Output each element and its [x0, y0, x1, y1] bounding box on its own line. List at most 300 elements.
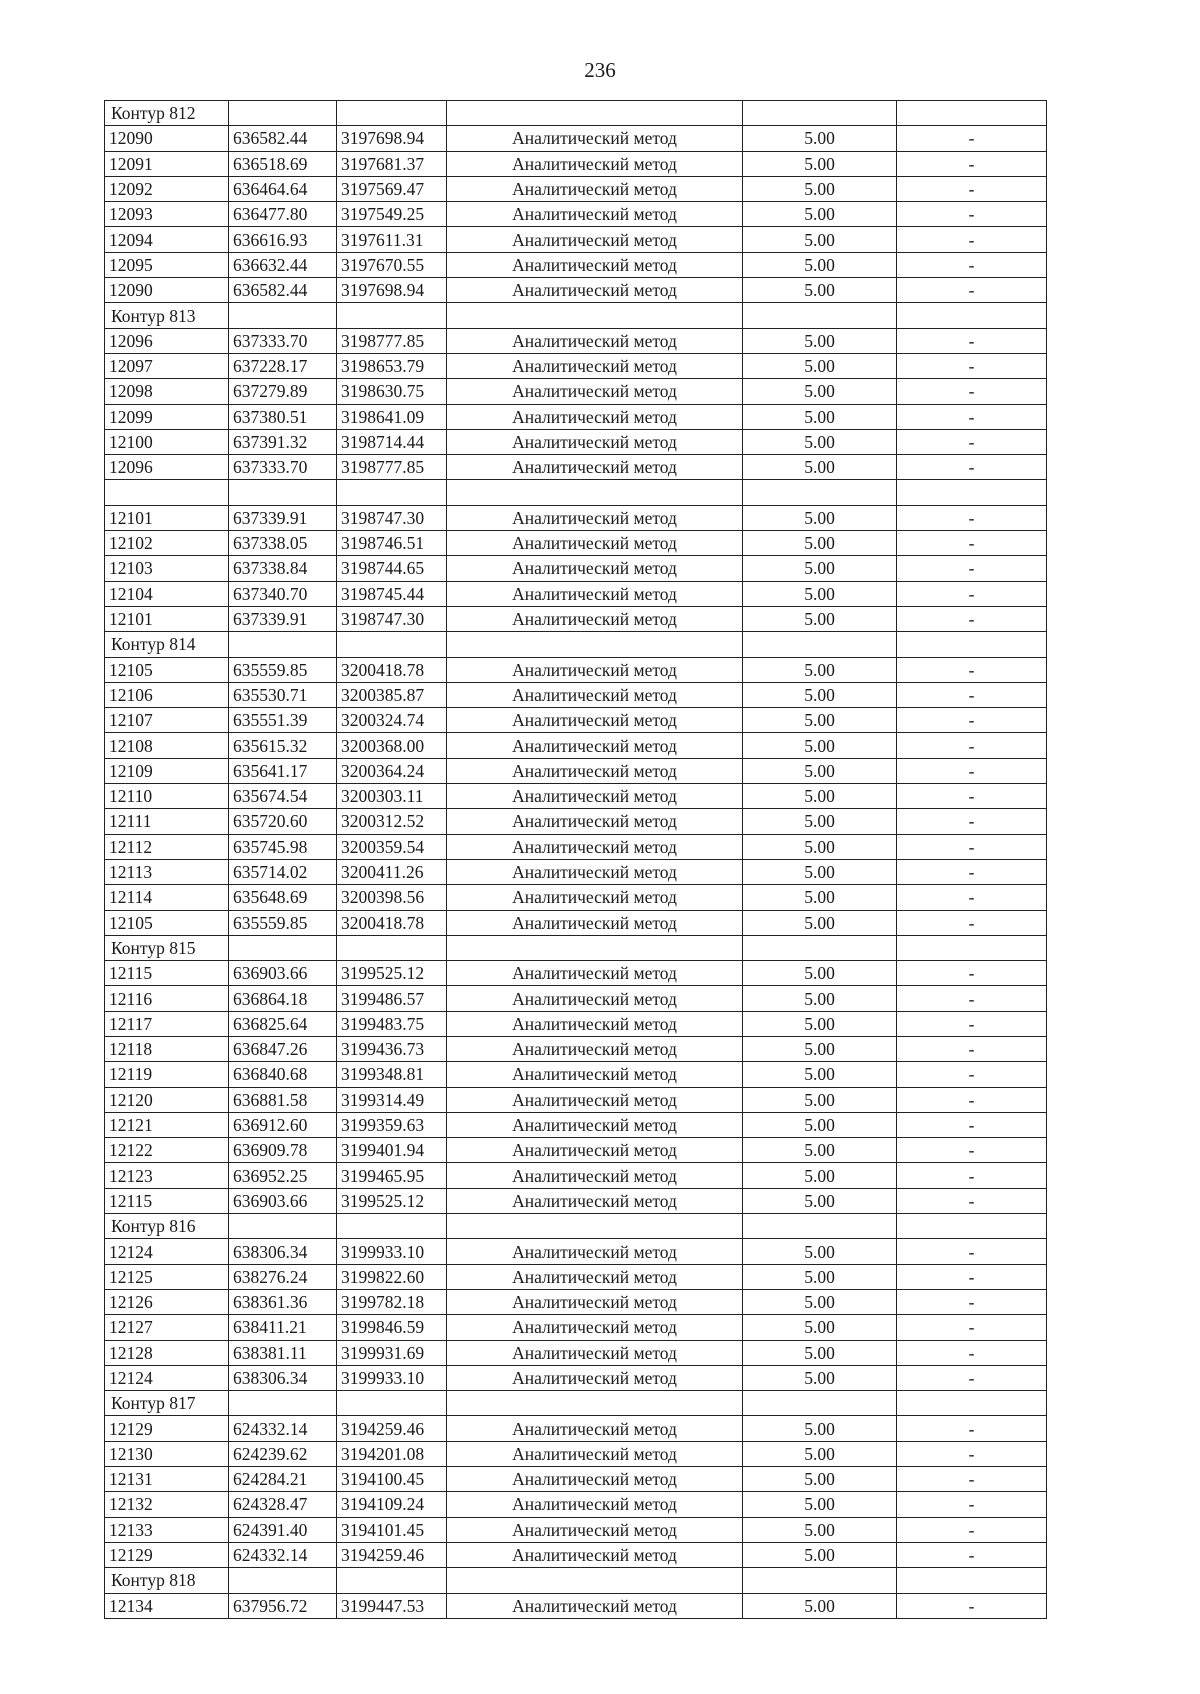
point-id-cell: 12101 [105, 606, 229, 631]
x-coordinate-cell: 635745.98 [229, 834, 337, 859]
contour-label: Контур 818 [105, 1568, 229, 1593]
point-id-cell: 12123 [105, 1163, 229, 1188]
table-row [105, 581, 1047, 606]
x-coordinate-cell: 637333.70 [229, 455, 337, 480]
y-coordinate-cell: 3197698.94 [337, 278, 447, 303]
point-id-cell: 12093 [105, 202, 229, 227]
empty-cell [337, 935, 447, 960]
x-coordinate-cell: 635615.32 [229, 733, 337, 758]
precision-cell: 5.00 [743, 455, 897, 480]
precision-cell: 5.00 [743, 1517, 897, 1542]
x-coordinate-cell: 636864.18 [229, 986, 337, 1011]
y-coordinate-cell: 3199447.53 [337, 1593, 447, 1618]
table-row [105, 1467, 1047, 1492]
x-coordinate-cell: 624332.14 [229, 1542, 337, 1567]
precision-cell: 5.00 [743, 581, 897, 606]
x-coordinate-cell: 637391.32 [229, 429, 337, 454]
precision-cell: 5.00 [743, 328, 897, 353]
description-cell: - [897, 328, 1047, 353]
empty-cell [229, 1214, 337, 1239]
empty-cell [337, 303, 447, 328]
empty-cell [897, 101, 1047, 126]
empty-cell [337, 1391, 447, 1416]
y-coordinate-cell: 3200385.87 [337, 682, 447, 707]
method-cell: Аналитический метод [447, 1517, 743, 1542]
point-id-cell: 12096 [105, 455, 229, 480]
precision-cell: 5.00 [743, 556, 897, 581]
description-cell: - [897, 278, 1047, 303]
x-coordinate-cell: 637339.91 [229, 606, 337, 631]
precision-cell: 5.00 [743, 531, 897, 556]
description-cell: - [897, 682, 1047, 707]
y-coordinate-cell: 3198746.51 [337, 531, 447, 556]
empty-cell [337, 1214, 447, 1239]
coordinates-table-body [105, 101, 1047, 1619]
table-row [105, 1087, 1047, 1112]
description-cell: - [897, 758, 1047, 783]
point-id-cell: 12120 [105, 1087, 229, 1112]
method-cell: Аналитический метод [447, 227, 743, 252]
empty-cell [229, 1568, 337, 1593]
precision-cell: 5.00 [743, 657, 897, 682]
y-coordinate-cell: 3200418.78 [337, 657, 447, 682]
method-cell: Аналитический метод [447, 1112, 743, 1137]
x-coordinate-cell: 637380.51 [229, 404, 337, 429]
description-cell: - [897, 581, 1047, 606]
description-cell: - [897, 1492, 1047, 1517]
table-row [105, 202, 1047, 227]
description-cell: - [897, 1517, 1047, 1542]
table-row [105, 1112, 1047, 1137]
y-coordinate-cell: 3199931.69 [337, 1340, 447, 1365]
point-id-cell: 12114 [105, 885, 229, 910]
description-cell: - [897, 1542, 1047, 1567]
precision-cell: 5.00 [743, 1087, 897, 1112]
precision-cell: 5.00 [743, 278, 897, 303]
y-coordinate-cell: 3198747.30 [337, 505, 447, 530]
method-cell: Аналитический метод [447, 1315, 743, 1340]
table-row [105, 1036, 1047, 1061]
precision-cell: 5.00 [743, 1264, 897, 1289]
table-row [105, 1289, 1047, 1314]
description-cell: - [897, 1315, 1047, 1340]
point-id-cell: 12121 [105, 1112, 229, 1137]
precision-cell: 5.00 [743, 834, 897, 859]
table-row [105, 961, 1047, 986]
table-row [105, 379, 1047, 404]
description-cell: - [897, 1011, 1047, 1036]
description-cell: - [897, 986, 1047, 1011]
method-cell: Аналитический метод [447, 1289, 743, 1314]
method-cell: Аналитический метод [447, 708, 743, 733]
y-coordinate-cell: 3198641.09 [337, 404, 447, 429]
contour-label: Контур 815 [105, 935, 229, 960]
y-coordinate-cell: 3194109.24 [337, 1492, 447, 1517]
table-row [105, 733, 1047, 758]
x-coordinate-cell: 636616.93 [229, 227, 337, 252]
table-row [105, 505, 1047, 530]
description-cell: - [897, 1087, 1047, 1112]
y-coordinate-cell: 3197611.31 [337, 227, 447, 252]
y-coordinate-cell: 3199782.18 [337, 1289, 447, 1314]
point-id-cell: 12112 [105, 834, 229, 859]
point-id-cell: 12132 [105, 1492, 229, 1517]
x-coordinate-cell: 638306.34 [229, 1239, 337, 1264]
description-cell: - [897, 1365, 1047, 1390]
empty-cell [447, 1391, 743, 1416]
method-cell: Аналитический метод [447, 556, 743, 581]
precision-cell: 5.00 [743, 1542, 897, 1567]
table-row [105, 429, 1047, 454]
y-coordinate-cell: 3199933.10 [337, 1365, 447, 1390]
method-cell: Аналитический метод [447, 1467, 743, 1492]
y-coordinate-cell: 3199486.57 [337, 986, 447, 1011]
precision-cell: 5.00 [743, 151, 897, 176]
precision-cell: 5.00 [743, 505, 897, 530]
table-row [105, 1365, 1047, 1390]
table-row [105, 1517, 1047, 1542]
empty-cell [229, 935, 337, 960]
method-cell: Аналитический метод [447, 1593, 743, 1618]
precision-cell: 5.00 [743, 859, 897, 884]
x-coordinate-cell: 635720.60 [229, 809, 337, 834]
method-cell: Аналитический метод [447, 202, 743, 227]
description-cell: - [897, 1112, 1047, 1137]
method-cell: Аналитический метод [447, 379, 743, 404]
empty-cell [897, 1214, 1047, 1239]
table-row [105, 682, 1047, 707]
empty-cell [743, 935, 897, 960]
precision-cell: 5.00 [743, 1441, 897, 1466]
x-coordinate-cell: 624391.40 [229, 1517, 337, 1542]
x-coordinate-cell: 638306.34 [229, 1365, 337, 1390]
y-coordinate-cell: 3197681.37 [337, 151, 447, 176]
point-id-cell: 12126 [105, 1289, 229, 1314]
x-coordinate-cell: 624328.47 [229, 1492, 337, 1517]
empty-cell [743, 303, 897, 328]
precision-cell: 5.00 [743, 606, 897, 631]
y-coordinate-cell: 3198714.44 [337, 429, 447, 454]
method-cell: Аналитический метод [447, 126, 743, 151]
point-id-cell: 12109 [105, 758, 229, 783]
table-row [105, 859, 1047, 884]
y-coordinate-cell: 3194201.08 [337, 1441, 447, 1466]
x-coordinate-cell: 636632.44 [229, 252, 337, 277]
empty-cell [743, 1568, 897, 1593]
point-id-cell: 12090 [105, 126, 229, 151]
precision-cell: 5.00 [743, 758, 897, 783]
empty-cell [447, 303, 743, 328]
x-coordinate-cell: 637279.89 [229, 379, 337, 404]
y-coordinate-cell: 3199359.63 [337, 1112, 447, 1137]
precision-cell: 5.00 [743, 1112, 897, 1137]
description-cell: - [897, 885, 1047, 910]
y-coordinate-cell: 3198747.30 [337, 606, 447, 631]
empty-cell [897, 480, 1047, 505]
table-row [105, 784, 1047, 809]
method-cell: Аналитический метод [447, 328, 743, 353]
y-coordinate-cell: 3200411.26 [337, 859, 447, 884]
point-id-cell: 12119 [105, 1062, 229, 1087]
method-cell: Аналитический метод [447, 1036, 743, 1061]
table-row [105, 1593, 1047, 1618]
table-row [105, 531, 1047, 556]
contour-header-row [105, 1214, 1047, 1239]
description-cell: - [897, 1289, 1047, 1314]
table-row [105, 252, 1047, 277]
point-id-cell: 12111 [105, 809, 229, 834]
x-coordinate-cell: 624284.21 [229, 1467, 337, 1492]
y-coordinate-cell: 3199525.12 [337, 1188, 447, 1213]
description-cell: - [897, 404, 1047, 429]
x-coordinate-cell: 636903.66 [229, 1188, 337, 1213]
table-row [105, 1416, 1047, 1441]
method-cell: Аналитический метод [447, 1087, 743, 1112]
contour-label: Контур 816 [105, 1214, 229, 1239]
y-coordinate-cell: 3194259.46 [337, 1416, 447, 1441]
precision-cell: 5.00 [743, 1365, 897, 1390]
point-id-cell: 12103 [105, 556, 229, 581]
precision-cell: 5.00 [743, 1011, 897, 1036]
point-id-cell: 12115 [105, 1188, 229, 1213]
y-coordinate-cell: 3199436.73 [337, 1036, 447, 1061]
empty-cell [897, 935, 1047, 960]
point-id-cell: 12092 [105, 176, 229, 201]
y-coordinate-cell: 3199401.94 [337, 1138, 447, 1163]
precision-cell: 5.00 [743, 353, 897, 378]
description-cell: - [897, 505, 1047, 530]
y-coordinate-cell: 3198744.65 [337, 556, 447, 581]
table-row [105, 1441, 1047, 1466]
method-cell: Аналитический метод [447, 455, 743, 480]
y-coordinate-cell: 3199525.12 [337, 961, 447, 986]
x-coordinate-cell: 637338.05 [229, 531, 337, 556]
precision-cell: 5.00 [743, 1492, 897, 1517]
table-row [105, 1188, 1047, 1213]
method-cell: Аналитический метод [447, 1492, 743, 1517]
x-coordinate-cell: 635559.85 [229, 910, 337, 935]
x-coordinate-cell: 638361.36 [229, 1289, 337, 1314]
contour-header-row [105, 935, 1047, 960]
x-coordinate-cell: 635530.71 [229, 682, 337, 707]
contour-label [105, 480, 229, 505]
table-row [105, 176, 1047, 201]
point-id-cell: 12100 [105, 429, 229, 454]
table-row [105, 657, 1047, 682]
x-coordinate-cell: 636582.44 [229, 278, 337, 303]
method-cell: Аналитический метод [447, 1441, 743, 1466]
description-cell: - [897, 1416, 1047, 1441]
point-id-cell: 12107 [105, 708, 229, 733]
point-id-cell: 12117 [105, 1011, 229, 1036]
table-row [105, 328, 1047, 353]
empty-cell [743, 632, 897, 657]
table-row [105, 1315, 1047, 1340]
empty-cell [897, 1568, 1047, 1593]
point-id-cell: 12102 [105, 531, 229, 556]
x-coordinate-cell: 636847.26 [229, 1036, 337, 1061]
method-cell: Аналитический метод [447, 429, 743, 454]
description-cell: - [897, 227, 1047, 252]
x-coordinate-cell: 636952.25 [229, 1163, 337, 1188]
point-id-cell: 12124 [105, 1365, 229, 1390]
description-cell: - [897, 556, 1047, 581]
x-coordinate-cell: 636912.60 [229, 1112, 337, 1137]
precision-cell: 5.00 [743, 910, 897, 935]
description-cell: - [897, 1467, 1047, 1492]
description-cell: - [897, 784, 1047, 809]
precision-cell: 5.00 [743, 784, 897, 809]
description-cell: - [897, 1239, 1047, 1264]
description-cell: - [897, 708, 1047, 733]
method-cell: Аналитический метод [447, 353, 743, 378]
method-cell: Аналитический метод [447, 784, 743, 809]
x-coordinate-cell: 635641.17 [229, 758, 337, 783]
method-cell: Аналитический метод [447, 834, 743, 859]
table-row [105, 758, 1047, 783]
description-cell: - [897, 126, 1047, 151]
empty-cell [229, 1391, 337, 1416]
point-id-cell: 12134 [105, 1593, 229, 1618]
empty-cell [897, 303, 1047, 328]
table-row [105, 455, 1047, 480]
x-coordinate-cell: 636582.44 [229, 126, 337, 151]
point-id-cell: 12110 [105, 784, 229, 809]
precision-cell: 5.00 [743, 176, 897, 201]
method-cell: Аналитический метод [447, 278, 743, 303]
description-cell: - [897, 1593, 1047, 1618]
point-id-cell: 12098 [105, 379, 229, 404]
x-coordinate-cell: 624332.14 [229, 1416, 337, 1441]
method-cell: Аналитический метод [447, 1542, 743, 1567]
point-id-cell: 12116 [105, 986, 229, 1011]
description-cell: - [897, 151, 1047, 176]
table-row [105, 1138, 1047, 1163]
point-id-cell: 12096 [105, 328, 229, 353]
description-cell: - [897, 910, 1047, 935]
description-cell: - [897, 1163, 1047, 1188]
point-id-cell: 12101 [105, 505, 229, 530]
method-cell: Аналитический метод [447, 151, 743, 176]
table-row [105, 809, 1047, 834]
empty-cell [897, 632, 1047, 657]
precision-cell: 5.00 [743, 961, 897, 986]
x-coordinate-cell: 636881.58 [229, 1087, 337, 1112]
x-coordinate-cell: 638411.21 [229, 1315, 337, 1340]
point-id-cell: 12124 [105, 1239, 229, 1264]
y-coordinate-cell: 3199465.95 [337, 1163, 447, 1188]
method-cell: Аналитический метод [447, 885, 743, 910]
table-row [105, 834, 1047, 859]
contour-header-row [105, 303, 1047, 328]
x-coordinate-cell: 624239.62 [229, 1441, 337, 1466]
x-coordinate-cell: 637339.91 [229, 505, 337, 530]
y-coordinate-cell: 3199822.60 [337, 1264, 447, 1289]
x-coordinate-cell: 638276.24 [229, 1264, 337, 1289]
method-cell: Аналитический метод [447, 176, 743, 201]
empty-cell [337, 1568, 447, 1593]
precision-cell: 5.00 [743, 404, 897, 429]
contour-header-row [105, 632, 1047, 657]
method-cell: Аналитический метод [447, 1011, 743, 1036]
x-coordinate-cell: 635674.54 [229, 784, 337, 809]
x-coordinate-cell: 637333.70 [229, 328, 337, 353]
contour-label: Контур 813 [105, 303, 229, 328]
x-coordinate-cell: 637338.84 [229, 556, 337, 581]
description-cell: - [897, 176, 1047, 201]
method-cell: Аналитический метод [447, 1062, 743, 1087]
point-id-cell: 12115 [105, 961, 229, 986]
precision-cell: 5.00 [743, 885, 897, 910]
x-coordinate-cell: 636825.64 [229, 1011, 337, 1036]
empty-cell [743, 101, 897, 126]
point-id-cell: 12097 [105, 353, 229, 378]
description-cell: - [897, 733, 1047, 758]
method-cell: Аналитический метод [447, 505, 743, 530]
point-id-cell: 12130 [105, 1441, 229, 1466]
description-cell: - [897, 834, 1047, 859]
contour-label: Контур 817 [105, 1391, 229, 1416]
x-coordinate-cell: 638381.11 [229, 1340, 337, 1365]
precision-cell: 5.00 [743, 1138, 897, 1163]
precision-cell: 5.00 [743, 1188, 897, 1213]
empty-cell [229, 101, 337, 126]
y-coordinate-cell: 3197549.25 [337, 202, 447, 227]
table-row [105, 1011, 1047, 1036]
y-coordinate-cell: 3198630.75 [337, 379, 447, 404]
description-cell: - [897, 859, 1047, 884]
table-row [105, 910, 1047, 935]
table-row [105, 126, 1047, 151]
method-cell: Аналитический метод [447, 1416, 743, 1441]
y-coordinate-cell: 3200368.00 [337, 733, 447, 758]
empty-cell [447, 632, 743, 657]
table-row [105, 606, 1047, 631]
point-id-cell: 12099 [105, 404, 229, 429]
y-coordinate-cell: 3197569.47 [337, 176, 447, 201]
description-cell: - [897, 809, 1047, 834]
y-coordinate-cell: 3199846.59 [337, 1315, 447, 1340]
empty-cell [337, 632, 447, 657]
empty-cell [229, 303, 337, 328]
point-id-cell: 12106 [105, 682, 229, 707]
point-id-cell: 12129 [105, 1542, 229, 1567]
point-id-cell: 12108 [105, 733, 229, 758]
point-id-cell: 12131 [105, 1467, 229, 1492]
description-cell: - [897, 1138, 1047, 1163]
precision-cell: 5.00 [743, 1593, 897, 1618]
precision-cell: 5.00 [743, 1315, 897, 1340]
precision-cell: 5.00 [743, 126, 897, 151]
point-id-cell: 12133 [105, 1517, 229, 1542]
table-row [105, 1264, 1047, 1289]
point-id-cell: 12104 [105, 581, 229, 606]
x-coordinate-cell: 635559.85 [229, 657, 337, 682]
precision-cell: 5.00 [743, 708, 897, 733]
table-row [105, 1340, 1047, 1365]
empty-cell [447, 480, 743, 505]
y-coordinate-cell: 3194259.46 [337, 1542, 447, 1567]
method-cell: Аналитический метод [447, 809, 743, 834]
empty-cell [743, 1214, 897, 1239]
y-coordinate-cell: 3194101.45 [337, 1517, 447, 1542]
method-cell: Аналитический метод [447, 986, 743, 1011]
method-cell: Аналитический метод [447, 531, 743, 556]
method-cell: Аналитический метод [447, 1264, 743, 1289]
point-id-cell: 12129 [105, 1416, 229, 1441]
table-row [105, 708, 1047, 733]
contour-header-row [105, 480, 1047, 505]
